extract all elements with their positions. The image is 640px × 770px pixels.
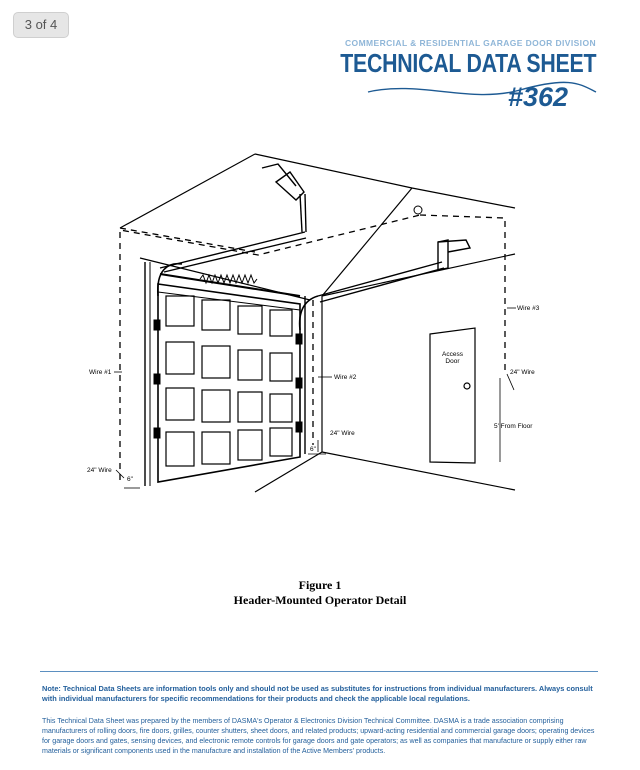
- figure-caption: Header-Mounted Operator Detail: [233, 593, 407, 607]
- division-label: COMMERCIAL & RESIDENTIAL GARAGE DOOR DIVISION: [345, 38, 596, 48]
- six-inch-center-label: 6": [310, 446, 316, 453]
- wire-2-label: Wire #2: [334, 374, 357, 381]
- room-outline: [120, 154, 515, 492]
- from-floor-label: 5' From Floor: [494, 423, 533, 430]
- figure-number: Figure 1: [298, 578, 342, 592]
- wire-24-center-label: 24" Wire: [330, 430, 355, 437]
- footer-about: This Technical Data Sheet was prepared by the members of DASMA's Operator & Electronics Division Technical Committee. DASMA is a trade association comprising manufacturers of rolling doors, fire doors, grilles, counter shutters, sheet doors, and related products; upward-acting residential and commercial garage doors; operating devices for garage doors and gates, sensing devices, and electronic remote controls for garage doors and gate operators; as well as companies that manufacture or supply either raw materials or significant components used in the manufacture and installation of the Active Members' products.: [42, 717, 595, 755]
- footer-note: Note: Technical Data Sheets are information tools only and should not be used as substitutes for instructions from individual manufacturers. Always consult with individual manufacturers for specific recommendations for their products and check the applicable local regulations.: [42, 684, 593, 703]
- wire-1-label: Wire #1: [89, 369, 112, 376]
- ceiling-light: [414, 206, 422, 214]
- wire-24-left-label: 24" Wire: [87, 467, 112, 474]
- leader-lines: [114, 308, 516, 488]
- access-door-label: [442, 351, 463, 365]
- footer-divider: [40, 671, 598, 672]
- safety-wires: [120, 215, 505, 480]
- access-door-line-2: Door: [445, 358, 460, 365]
- access-door-drawing: [430, 328, 475, 463]
- sheet-title: TECHNICAL DATA SHEET: [339, 48, 596, 78]
- wire-24-right-label: 24" Wire: [510, 369, 535, 376]
- page-indicator: 3 of 4: [13, 12, 69, 38]
- garage-door: [145, 262, 305, 486]
- wire-3-label: Wire #3: [517, 305, 540, 312]
- access-door-line-1: Access: [442, 351, 463, 358]
- sheet-number: #362: [507, 82, 568, 112]
- six-inch-left-label: 6": [127, 476, 133, 483]
